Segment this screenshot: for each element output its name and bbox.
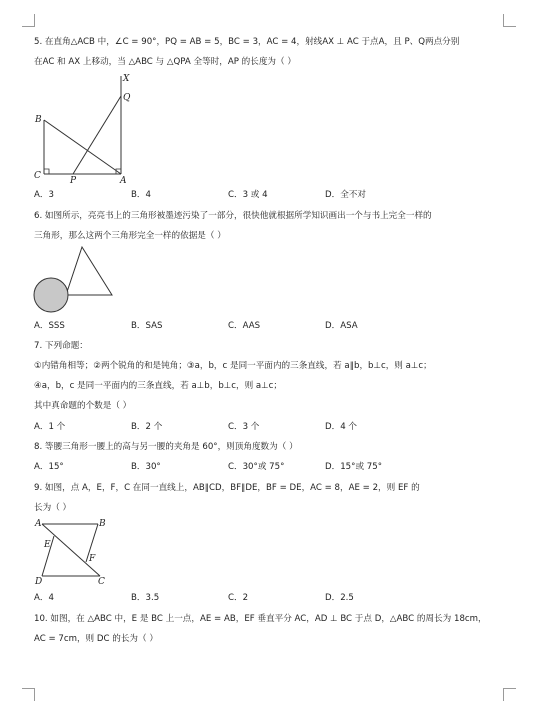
q10-text-line1: 10. 如图，在 △ABC 中，E 是 BC 上一点，AE = AB，EF 垂直平分 AC，AD ⊥ BC 于点 D，△ABC 的周长为 18cm， — [34, 614, 487, 624]
q8-option-b[interactable]: B．30° — [131, 462, 161, 472]
q5-text-line1: 5. 在直角△ACB 中，∠C = 90°，PQ = AB = 5，BC = 3，AC = 4，射线AX ⊥ AC 于点A，且 P、Q两点分别 — [34, 37, 460, 47]
q9-option-c[interactable]: C．2 — [228, 593, 249, 603]
q5-text-line2: 在AC 和 AX 上移动，当 △ABC 与 △QPA 全等时，AP 的长度为（ ） — [34, 57, 296, 67]
q5-option-a[interactable]: A．3 — [34, 190, 54, 200]
label-d: D — [35, 577, 43, 587]
q7-text-line1: 7. 下列命题： — [34, 341, 88, 351]
q7-option-c[interactable]: C．3 个 — [228, 422, 260, 432]
q8-option-a[interactable]: A．15° — [34, 462, 64, 472]
ink-stain — [34, 278, 68, 312]
q10-text-line2: AC = 7cm，则 DC 的长为（ ） — [34, 634, 158, 644]
crop-mark-bottom-left — [22, 688, 35, 701]
label-a: A — [35, 519, 42, 529]
label-c: C — [34, 171, 41, 181]
q6-figure — [30, 243, 116, 315]
label-e: E — [44, 540, 51, 550]
stained-triangle — [66, 247, 112, 295]
q9-option-a[interactable]: A．4 — [34, 593, 54, 603]
q6-option-d[interactable]: D．ASA — [325, 321, 358, 331]
q7-text-line2: ①内错角相等；②两个锐角的和是钝角；③a，b，c 是同一平面内的三条直线，若 a∥b，b⊥c，则 a⊥c； — [34, 361, 432, 371]
q9-figure — [30, 516, 112, 588]
crop-mark-top-left — [22, 14, 35, 27]
q9-option-d[interactable]: D．2.5 — [325, 593, 354, 603]
q8-option-d[interactable]: D．15°或 75° — [325, 462, 383, 472]
label-q: Q — [123, 93, 131, 103]
label-x: X — [123, 74, 130, 84]
q5-option-c[interactable]: C．3 或 4 — [228, 190, 268, 200]
crop-mark-bottom-right — [503, 688, 516, 701]
q6-text-line1: 6. 如图所示，亮亮书上的三角形被墨迹污染了一部分，很快他就根据所学知识画出一个与书上完全一样的 — [34, 211, 432, 221]
q5-option-d[interactable]: D．全不对 — [325, 190, 366, 200]
q6-option-b[interactable]: B．SAS — [131, 321, 163, 331]
label-b: B — [99, 519, 106, 529]
q5-figure — [28, 72, 138, 184]
q9-text-line1: 9. 如图，点 A，E，F，C 在同一直线上，AB∥CD，BF∥DE，BF = DE，AC = 8，AE = 2，则 EF 的 — [34, 483, 420, 493]
label-p: P — [70, 176, 77, 184]
segment-ac — [42, 524, 100, 576]
q6-option-c[interactable]: C．AAS — [228, 321, 261, 331]
label-a: A — [120, 176, 127, 184]
q5-option-b[interactable]: B．4 — [131, 190, 151, 200]
q6-option-a[interactable]: A．SSS — [34, 321, 65, 331]
segment-ab — [44, 120, 121, 174]
q9-option-b[interactable]: B．3.5 — [131, 593, 160, 603]
label-c: C — [98, 577, 105, 587]
right-angle-c — [44, 169, 49, 174]
segment-pq — [73, 96, 121, 174]
q7-option-b[interactable]: B．2 个 — [131, 422, 163, 432]
q6-text-line2: 三角形，那么这两个三角形完全一样的依据是（ ） — [34, 231, 226, 241]
q8-option-c[interactable]: C．30°或 75° — [228, 462, 285, 472]
q7-option-a[interactable]: A．1 个 — [34, 422, 66, 432]
label-b: B — [35, 115, 42, 125]
q9-text-line2: 长为（ ） — [34, 503, 72, 513]
q8-text-line1: 8. 等腰三角形一腰上的高与另一腰的夹角是 60°，则顶角度数为（ ） — [34, 442, 298, 452]
q7-text-line3: ④a，b，c 是同一平面内的三条直线，若 a⊥b，b⊥c，则 a⊥c； — [34, 381, 282, 391]
q7-option-d[interactable]: D．4 个 — [325, 422, 358, 432]
crop-mark-top-right — [503, 14, 516, 27]
q7-text-line4: 其中真命题的个数是（ ） — [34, 401, 132, 411]
label-f: F — [89, 554, 96, 564]
